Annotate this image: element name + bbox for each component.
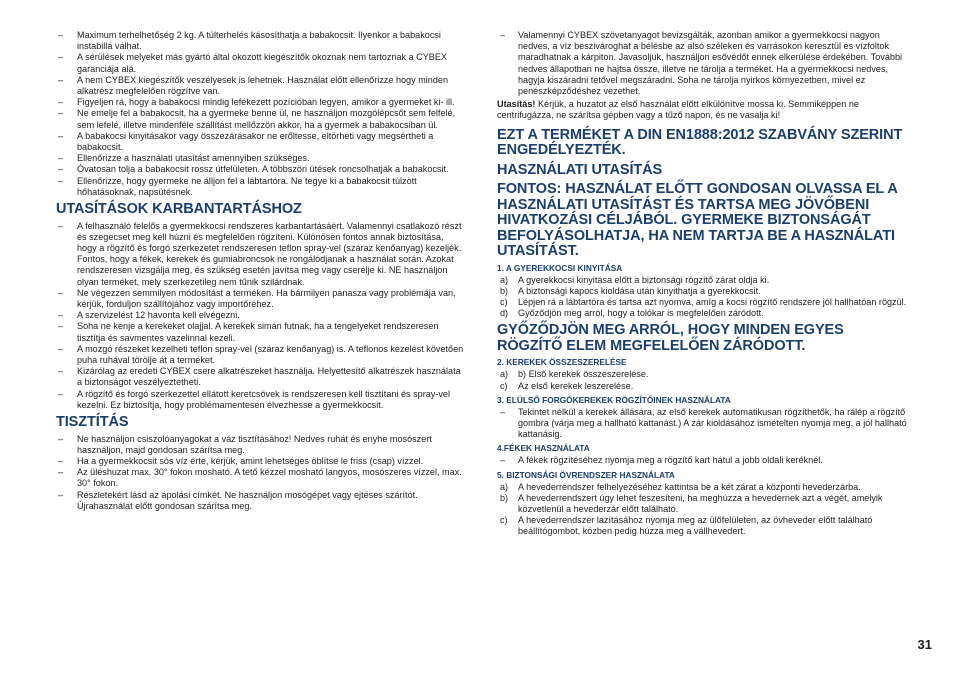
- list-item-text: Kizárólag az eredeti CYBEX csere alkatrészeket használja. Helyettesítő alkatrészek használata a biztonságot veszélyeztetheti.: [77, 366, 461, 388]
- list-item: [497, 381, 909, 392]
- list-item-text: Részletekért lásd az ápolási címkét. Ne használjon mosógépet vagy ejtéses szárítót. Újrahasználat előtt gondosan szárítsa meg.: [77, 489, 418, 511]
- list-item-text: A biztonsági kapocs kioldása után kinyithatja a gyerekkocsit.: [518, 285, 761, 296]
- list-item: [56, 131, 464, 153]
- list-item: [56, 52, 464, 74]
- section-2-list: [497, 369, 909, 391]
- list-item: [497, 369, 909, 380]
- warning-label: Utasítás!: [497, 99, 536, 110]
- list-marker: b): [500, 492, 509, 503]
- important-heading: FONTOS: HASZNÁLAT ELŐTT GONDOSAN OLVASSA EL A HASZNÁLATI UTASÍTÁST ÉS TARTSA MEG JÖVŐBENI HIVATKOZÁSI CÉLJÁBÓL. GYERMEKE BIZTONSÁGÁT BEFOLYÁSOLHATJA, HA NEM TARTJA BE A HASZNÁLATI UTASÍTÁST.: [497, 181, 898, 260]
- list-item: [56, 30, 464, 52]
- section-5-list: [497, 482, 909, 538]
- list-marker: d): [500, 308, 509, 319]
- instructions-heading: HASZNÁLATI UTASÍTÁS: [497, 161, 663, 178]
- list-item: [56, 434, 464, 456]
- list-marker: a): [500, 481, 509, 492]
- list-item: [497, 482, 909, 493]
- list-item: [56, 164, 464, 175]
- list-item-text: Ellenőrizze a használati utasítást amennyiben szükséges.: [77, 153, 310, 164]
- list-marker: b): [500, 285, 509, 296]
- list-item-text: A sérülések melyeket más gyártó által okozott kiegészítők okoznak nem tartoznak a CYBEX garanciája alá.: [77, 52, 447, 74]
- cleaning-heading: TISZTÍTÁS: [56, 414, 129, 430]
- dash-bullet: –: [58, 489, 64, 500]
- list-item-text: A mozgó részeket kezelheti teflon spray-vel (száraz kenőanyag) is. A teflonos kezelést követően puha ruhával törölje át a terméket.: [77, 343, 464, 365]
- dash-bullet: –: [58, 52, 64, 63]
- dash-bullet: –: [58, 321, 64, 332]
- list-item: [56, 176, 464, 198]
- section-2-title: 2. KEREKEK ÖSSZESZERELÉSE: [497, 357, 627, 368]
- list-item-text: A rögzítő és forgó szerkezettel ellátott keretcsövek is rendszeresen kell tisztítani és spray-vel kezelni. Ez biztosítja, hogy problémamentesen élvezhesse a gyermekkocsit.: [77, 388, 451, 410]
- dash-bullet: –: [58, 164, 64, 175]
- list-item: [56, 490, 464, 512]
- dash-bullet: –: [58, 467, 64, 478]
- list-marker: c): [500, 515, 508, 526]
- dash-bullet: –: [58, 220, 64, 231]
- list-item-text: A gyerekkocsi kinyitása előtt a biztonsági rögzítő zárat oldja ki.: [518, 274, 770, 285]
- list-item-text: Figyeljen rá, hogy a babakocsi mindig lefékezett pozícióban legyen, amikor a gyermeket ki- ill.: [77, 97, 455, 108]
- section-5-title: 5. BIZTONSÁGI ÖVRENDSZER HASZNÁLATA: [497, 469, 675, 480]
- list-item-text: A babakocsi kinyitásakor vagy összezárásakor ne erőltesse, eltörheti vagy megsértheti a babakocsit.: [77, 130, 434, 153]
- list-item: [56, 321, 464, 343]
- list-item: [497, 515, 909, 537]
- maintenance-heading: UTASÍTÁSOK KARBANTARTÁSHOZ: [56, 201, 302, 218]
- list-item-text: A szervizelést 12 havonta kell elvégezni.: [77, 310, 240, 321]
- list-item: [56, 310, 464, 321]
- list-marker: –: [500, 406, 506, 417]
- list-item: [497, 455, 909, 466]
- section-1-title: 1. A GYEREKKOCSI KINYITÁSA: [497, 262, 623, 273]
- list-item: [497, 407, 909, 441]
- section-4-title: 4.FÉKEK HASZNÁLATA: [497, 443, 590, 454]
- list-item: [56, 153, 464, 164]
- list-item-text: Ne végezzen semmilyen módosítást a terméken. Ha bármilyen panasza vagy problémája van, kérjük, forduljon szállítójához vagy importőréhez.: [77, 287, 456, 309]
- list-item: [497, 275, 909, 286]
- fabric-notes-list: [497, 30, 909, 97]
- warning-text: Kérjük, a huzatot az első használat előtt elkülönítve mossa ki. Semmiképpen ne centrifugázza, ne szárítsa gépben vagy a tűző napon, és ne vasalja ki!: [497, 99, 859, 121]
- list-item: [56, 221, 464, 288]
- list-marker: c): [500, 297, 508, 308]
- list-item: [497, 30, 909, 97]
- list-item: [56, 75, 464, 97]
- dash-bullet: –: [58, 74, 64, 85]
- list-item-text: A hevederrendszer felhelyezéséhez kattintsa be a két zárat a központi hevederzárba.: [518, 481, 861, 492]
- list-marker: –: [500, 455, 506, 466]
- dash-bullet: –: [58, 433, 64, 444]
- dash-bullet: –: [58, 130, 64, 141]
- dash-bullet: –: [58, 343, 64, 354]
- list-item-text: Ne emelje fel a babakocsit, ha a gyermeke benne ül, ne használjon mozgólépcsőt sem felfelé, sem lefelé, illetve mindenféle szállítást mellőzzön akkor, ha a gyermek a babakocsiban ül.: [77, 108, 456, 130]
- list-item-text: Tekintet nélkül a kerekek állására, az első kerekek automatikusan rögzíthetők, ha rálép a rögzítő gombra (várja meg a hallható kattanást.) A zár kioldásához ismételten nyomja meg, a jól hallható kattanásig.: [518, 406, 907, 440]
- list-item-text: Valamennyi CYBEX szövetanyagot bevizsgálták, azonban amikor a gyermekkocsi nagyon nedves, a víz beszivároghat a bélésbe az alsó széleken és varrásokon keresztül és vízfoltok maradhatnak a kárpiton. Javasoljuk, használjon esővédőt ennek elkerülése érdekében. További nedves állapotban ne hajtsa össze, illetve ne tárolja a terméket. Ha a gyermekkocsi nedves, hagyja kiszáradni tetővel megszáradni. Soha ne tárolja nyirkos környezetben, mivel ez penészképződéshez vezethet.: [518, 30, 903, 97]
- section-3-list: [497, 407, 909, 441]
- dash-bullet: –: [58, 310, 64, 321]
- list-item: [56, 288, 464, 310]
- dash-bullet: –: [58, 97, 64, 108]
- dash-bullet: –: [58, 175, 64, 186]
- list-item: [56, 366, 464, 388]
- list-item: [497, 308, 909, 319]
- list-item-text: Ne használjon csiszolóanyagokat a váz tisztításához! Nedves ruhát és enyhe mosószert használjon, majd gondosan szárítsa meg.: [77, 433, 432, 455]
- list-marker: a): [500, 274, 509, 285]
- section-4-list: [497, 455, 909, 466]
- dash-bullet: –: [58, 455, 64, 466]
- washing-warning: [497, 99, 909, 121]
- list-item: [56, 389, 464, 411]
- list-item-text: A hevederrendszert úgy lehet feszesíteni, ha meghúzza a hevedernek azt a végét, amelyik közvetlenül a hevederzár előtt található.: [518, 492, 883, 515]
- list-item-text: b) Első kerekek összeszerelése.: [518, 369, 649, 380]
- list-item: [497, 493, 909, 515]
- dash-bullet: –: [58, 366, 64, 377]
- list-item-text: Az üléshuzat max. 30° fokon mosható. A tető kézzel mosható langyos, mosószeres vízzel, max. 30° fokon.: [77, 467, 462, 489]
- list-item: [56, 467, 464, 489]
- section-1-list: [497, 275, 909, 320]
- list-item: [56, 108, 464, 130]
- list-item-text: Győződjön meg arról, hogy a tolókar is megfelelően záródott.: [518, 308, 764, 319]
- safety-notes-list: [56, 30, 464, 198]
- left-column: [56, 30, 464, 512]
- page-number: 31: [917, 637, 932, 652]
- dash-bullet: –: [58, 153, 64, 164]
- ensure-heading: GYŐZŐDJÖN MEG ARRÓL, HOGY MINDEN EGYES RÖGZÍTŐ ELEM MEGFELELŐEN ZÁRÓDOTT.: [497, 322, 844, 354]
- dash-bullet: –: [500, 30, 506, 40]
- list-item-text: Lépjen rá a lábtartóra és tartsa azt nyomva, amíg a kocsi rögzítő rendszere jól hallhatóan rögzül.: [518, 297, 907, 308]
- list-marker: c): [500, 380, 508, 391]
- section-3-title: 3. ELÜLSŐ FORGÓKEREKEK RÖGZÍTŐINEK HASZNÁLATA: [497, 394, 731, 405]
- dash-bullet: –: [58, 108, 64, 119]
- list-item-text: Soha ne kenje a kerekeket olajjal. A kerekek simán futnak, ha a tengelyeket rendszeresen tisztítja és savmentes vazelinnal kezeli.: [77, 321, 439, 343]
- list-item-text: Óvatosan tolja a babakocsit rossz útfelületen. A többszöri ütések roncsolhatják a babakocsit.: [77, 164, 449, 175]
- list-item: [56, 456, 464, 467]
- list-item: [497, 297, 909, 308]
- approval-heading: EZT A TERMÉKET A DIN EN1888:2012 SZABVÁNY SZERINT ENGEDÉLYEZTÉK.: [497, 126, 903, 159]
- dash-bullet: –: [58, 287, 64, 298]
- right-column: [497, 30, 909, 538]
- list-marker: a): [500, 369, 509, 380]
- dash-bullet: –: [58, 30, 64, 40]
- list-item-text: A felhasználó felelős a gyermekkocsi rendszeres karbantartásáért. Valamennyi csatlakozó részt és szegecset meg kell húzni és megfelelően rögzíteni. Különösen fontos annak biztosítása, hogy a rögzítő és forgó szerkezetet rendszeresen teflon spray-vel (száraz kenőanyag) kezeljék. Fontos, hogy a fékek, kerekek és gumiabroncsok ne rongálódjanak a használat során. Azokat rendszeresen vizsgálja meg, és szükség esetén javítsa meg vagy cserélje ki. NE használjon olyan terméket, mely szerkezetileg nem tűnik szilárdnak.: [77, 220, 462, 287]
- list-item-text: A fékek rögzítéséhez nyomja meg a rögzítő kart hátul a jobb oldali keréknél.: [518, 455, 823, 466]
- cleaning-list: [56, 434, 464, 512]
- list-item-text: Ellenőrizze, hogy gyermeke ne álljon fel a lábtartóra. Ne tegye ki a babakocsit túlzott hőhatásoknak, napsütésnek.: [77, 175, 417, 197]
- list-item-text: A hevederrendszer lazításához nyomja meg az ülőfelületen, az övheveder előtt található beállítógombot, közben pedig húzza meg a vállhevedert.: [518, 515, 873, 537]
- list-item: [56, 97, 464, 108]
- dash-bullet: –: [58, 388, 64, 399]
- maintenance-list: [56, 221, 464, 411]
- list-item-text: Maximum terhelhetőség 2 kg. A túlterhelés kásosíthatja a babakocsit. Ilyenkor a babakocsi instabillá válhat.: [77, 30, 441, 52]
- list-item-text: Ha a gyermekkocsit sós víz érte, kérjük, amint lehetséges öblítse le friss (csap) vízzel.: [77, 455, 424, 466]
- list-item-text: Az első kerekek leszerelése.: [518, 380, 634, 391]
- list-item: [497, 286, 909, 297]
- list-item: [56, 344, 464, 366]
- list-item-text: A nem CYBEX kiegészítők veszélyesek is lehetnek. Használat előtt ellenőrizze hogy minden alkatrész megfelelően rögzítve van.: [77, 74, 449, 97]
